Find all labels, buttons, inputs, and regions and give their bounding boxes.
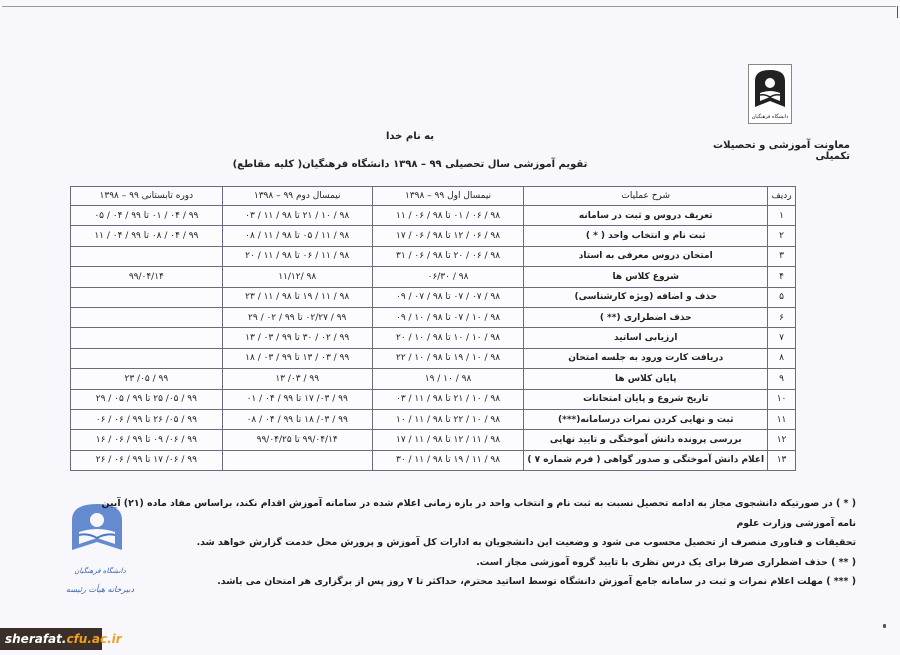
row-description: بررسی پرونده دانش آموختگی و تایید نهایی (524, 430, 768, 450)
semester-2-date: ۹۸ / ۱۱ / ۰۶ تا ۹۸ / ۱۱ / ۲۰ (222, 246, 372, 266)
table-row (71, 226, 796, 246)
watermark-subdomain: sherafat. (5, 632, 67, 646)
header-summer: دوره تابستانی ۹۹ – ۱۳۹۸ (71, 187, 223, 206)
table-row (71, 246, 796, 266)
semester-2-date: ۹۹ / ۰۲/۲۷ تا ۹۹ / ۰۲ / ۲۹ (222, 307, 372, 327)
row-description: شروع کلاس ها (524, 267, 768, 287)
row-number: ۱۱ (768, 409, 796, 429)
summer-date (71, 246, 223, 266)
row-number: ۲ (768, 226, 796, 246)
top-border-line (2, 6, 896, 7)
header-semester-1: نیمسال اول ۹۹ – ۱۳۹۸ (372, 187, 524, 206)
summer-date (71, 307, 223, 327)
semester-1-date: ۹۸ / ۱۰ / ۱۰ تا ۹۸ / ۱۰ / ۲۰ (372, 328, 524, 348)
row-number: ۴ (768, 267, 796, 287)
bismillah-heading: به نام خدا (385, 131, 435, 142)
svg-text:دانشگاه فرهنگیان: دانشگاه فرهنگیان (751, 114, 789, 120)
table-row (71, 409, 796, 429)
semester-1-date: ۹۸ / ۱۱ / ۱۲ تا ۹۸ / ۱۱ / ۱۷ (372, 430, 524, 450)
semester-1-date: ۹۸ / ۱۱ / ۱۹ تا ۹۸ / ۱۱ / ۳۰ (372, 450, 524, 470)
table-row (71, 348, 796, 368)
semester-1-date: ۹۸ / ۱۰ / ۱۹ (372, 369, 524, 389)
summer-date: ۹۹ / ۰۶/ ۱۷ تا ۹۹ / ۰۶ / ۲۶ (71, 450, 223, 470)
semester-2-date: ۹۸ / ۱۱ / ۰۵ تا ۹۸ / ۱۱ / ۰۸ (222, 226, 372, 246)
summer-date: ۹۹ / ۰۴ / ۰۸ تا ۹۹ / ۰۴ / ۱۱ (71, 226, 223, 246)
footnote-1-line-2: تحقیقات و فناوری منصرف از تحصیل محسوب می شود و وضعیت این دانشجویان به ادارات کل آموزش و پرورش محل خدمت گزارش خواهد شد. (196, 537, 856, 548)
summer-date: ۹۹ / ۰۴ / ۰۱ تا ۹۹ / ۰۴ / ۰۵ (71, 206, 223, 226)
row-number: ۶ (768, 307, 796, 327)
semester-2-date: ۹۹ / ۰۲ / ۳۰ تا ۹۹ / ۰۳ / ۱۳ (222, 328, 372, 348)
right-edge-mark (897, 6, 898, 18)
summer-date: ۹۹ / ۰۵/ ۲۵ تا ۹۹ / ۰۵ / ۲۹ (71, 389, 223, 409)
row-number: ۱۲ (768, 430, 796, 450)
row-description: تاریخ شروع و پایان امتحانات (524, 389, 768, 409)
semester-2-date: ۹۹ / ۰۳/ ۱۸ تا ۹۹ / ۰۴ / ۰۸ (222, 409, 372, 429)
semester-1-date: ۹۸ / ۰۶/۳۰ (372, 267, 524, 287)
document-title: تقویم آموزشی سال تحصیلی ۹۹ – ۱۳۹۸ دانشگاه فرهنگیان( کلیه مقاطع) (232, 159, 588, 170)
stamp-university-name: دانشگاه فرهنگیان (74, 567, 126, 575)
site-watermark (0, 628, 122, 650)
footnote-2: ( ** ) حذف اضطراری صرفا برای یک درس نظری با تایید گروه آموزشی مجاز است. (476, 556, 856, 568)
scan-speck (883, 624, 886, 628)
stamp-secretariat-signature: دبیرخانه هیأت رئیسه (65, 585, 135, 594)
table-row (71, 307, 796, 327)
summer-date: ۹۹ / ۰۵/ ۲۳ (71, 369, 223, 389)
summer-date (71, 328, 223, 348)
summer-date (71, 287, 223, 307)
header-row-number: ردیف (768, 187, 796, 206)
row-description: امتحان دروس معرفی به استاد (524, 246, 768, 266)
semester-2-date: ۹۸ /۱۱/۱۲ (222, 267, 372, 287)
semester-2-date: ۹۸ / ۱۰ / ۲۱ تا ۹۸ / ۱۱ / ۰۳ (222, 206, 372, 226)
watermark-domain: cfu.ac.ir (66, 632, 122, 646)
table-row (71, 430, 796, 450)
row-description: حذف اضطراری (** ) (524, 307, 768, 327)
semester-1-date: ۹۸ / ۱۰ / ۱۹ تا ۹۸ / ۱۰ / ۲۲ (372, 348, 524, 368)
semester-1-date: ۹۸ / ۱۰ / ۰۷ تا ۹۸ / ۱۰ / ۰۹ (372, 307, 524, 327)
footnote-1-line-1: ( * ) در صورتیکه دانشجوی مجاز به ادامه تحصیل نسبت به ثبت نام و انتخاب واحد در بازه زمانی اعلام شده در سامانه آموزش اقدام نکند، براساس مفاد ماده (۲۱) آیین نامه آموزشی وزارت علوم (101, 498, 856, 529)
summer-date: ۹۹ / ۰۶/ ۰۹ تا ۹۹ / ۰۶ / ۱۶ (71, 430, 223, 450)
department-name: معاونت آموزشی و تحصیلات تکمیلی (713, 140, 850, 162)
academic-calendar-table (70, 186, 796, 471)
row-description: اعلام دانش آموختگی و صدور گواهی ( فرم شماره ۷ ) (524, 450, 768, 470)
row-number: ۱۰ (768, 389, 796, 409)
summer-date: ۹۹ / ۰۵/ ۲۶ تا ۹۹ / ۰۶ / ۰۶ (71, 409, 223, 429)
table-header-row (71, 187, 796, 206)
summer-date (71, 348, 223, 368)
semester-1-date: ۹۸ / ۱۰ / ۲۱ تا ۹۸ / ۱۱ / ۰۳ (372, 389, 524, 409)
row-number: ۱ (768, 206, 796, 226)
table-row (71, 328, 796, 348)
footnotes (96, 494, 856, 592)
semester-2-date: ۹۸ / ۱۱ / ۱۹ تا ۹۸ / ۱۱ / ۲۳ (222, 287, 372, 307)
row-description: تعریف دروس و ثبت در سامانه (524, 206, 768, 226)
row-number: ۸ (768, 348, 796, 368)
row-number: ۱۳ (768, 450, 796, 470)
semester-2-date: ۹۹ / ۰۳/ ۱۷ تا ۹۹ / ۰۴ / ۰۱ (222, 389, 372, 409)
semester-2-date: ۹۹/۰۴/۱۴ تا ۹۹/۰۴/۲۵ (222, 430, 372, 450)
semester-1-date: ۹۸ / ۱۰ / ۲۲ تا ۹۸ / ۱۱ / ۱۰ (372, 409, 524, 429)
row-description: ارزیابی اساتید (524, 328, 768, 348)
table-row (71, 450, 796, 470)
semester-2-date: ۹۹ / ۰۳/ ۱۳ (222, 369, 372, 389)
row-description: دریافت کارت ورود به جلسه امتحان (524, 348, 768, 368)
semester-1-date: ۹۸ / ۰۶ / ۱۲ تا ۹۸ / ۰۶ / ۱۷ (372, 226, 524, 246)
semester-1-date: ۹۸ / ۰۶ / ۲۰ تا ۹۸ / ۰۶ / ۳۱ (372, 246, 524, 266)
table-row (71, 287, 796, 307)
semester-2-date: ۹۹ / ۰۳ / ۱۳ تا ۹۹ / ۰۳ / ۱۸ (222, 348, 372, 368)
row-number: ۷ (768, 328, 796, 348)
row-description: حذف و اضافه (ویژه کارشناسی) (524, 287, 768, 307)
summer-date: ۹۹/۰۴/۱۴ (71, 267, 223, 287)
row-description: پایان کلاس ها (524, 369, 768, 389)
table-row (71, 389, 796, 409)
row-description: ثبت نام و انتخاب واحد ( * ) (524, 226, 768, 246)
semester-1-date: ۹۸ / ۰۶ / ۰۱ تا ۹۸ / ۰۶ / ۱۱ (372, 206, 524, 226)
table-row (71, 267, 796, 287)
table-row (71, 369, 796, 389)
university-logo-icon (748, 64, 792, 124)
footnote-3: ( *** ) مهلت اعلام نمرات و ثبت در سامانه جامع آموزش دانشگاه توسط اساتید محترم، حداکثر تا ۷ روز پس از برگزاری هر امتحان می باشد. (217, 576, 856, 587)
semester-1-date: ۹۸ / ۰۷ / ۰۷ تا ۹۸ / ۰۷ / ۰۹ (372, 287, 524, 307)
semester-2-date (222, 450, 372, 470)
header-description: شرح عملیات (524, 187, 768, 206)
row-number: ۳ (768, 246, 796, 266)
table-row (71, 206, 796, 226)
row-number: ۹ (768, 369, 796, 389)
row-number: ۵ (768, 287, 796, 307)
header-semester-2: نیمسال دوم ۹۹ – ۱۳۹۸ (222, 187, 372, 206)
row-description: ثبت و نهایی کردن نمرات درسامانه(***) (524, 409, 768, 429)
